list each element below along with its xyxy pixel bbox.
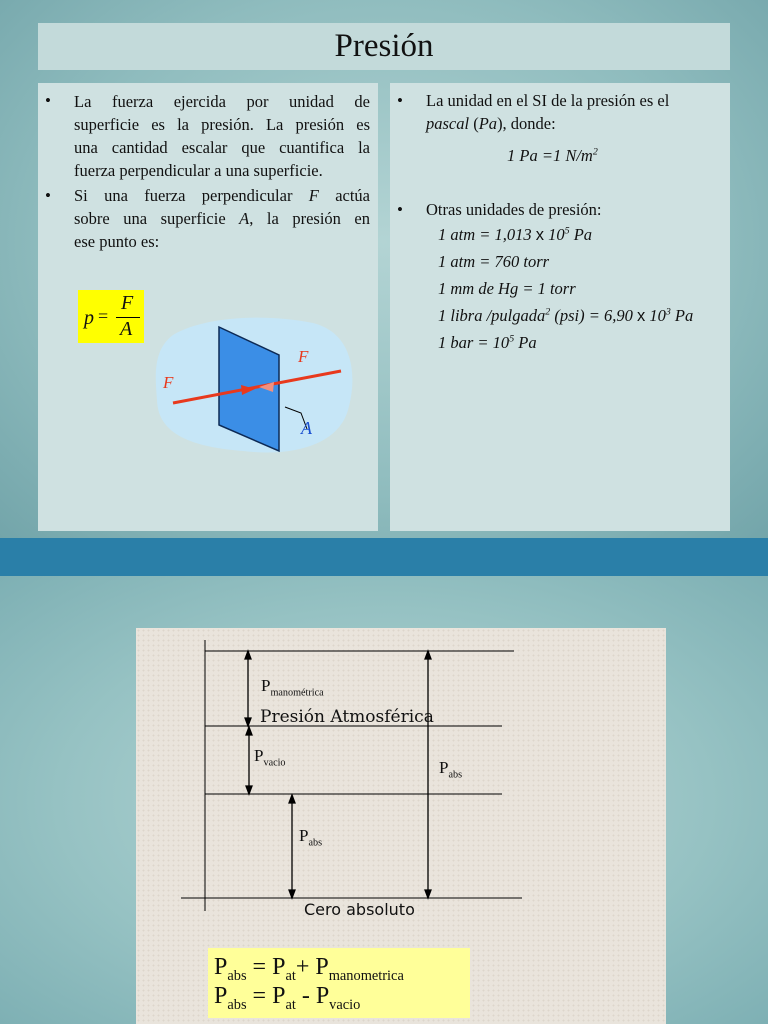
subscript: manometrica [328, 967, 404, 984]
force-surface-figure [143, 315, 363, 455]
subscript: manométrica [270, 687, 324, 699]
variable-a: A [239, 209, 250, 228]
text-fragment: 10 [544, 225, 565, 244]
text-fragment: Pa [478, 114, 498, 133]
text-fragment: P [254, 746, 264, 765]
text-fragment: P [214, 954, 228, 980]
unit-line [438, 225, 592, 245]
text-fragment: actúa [318, 186, 370, 205]
text-fragment: Pa [569, 225, 593, 244]
slide-separator [0, 538, 768, 576]
text-fragment: + P [295, 954, 329, 980]
text-fragment: 1 bar = 10 [438, 333, 510, 352]
superscript: 2 [545, 306, 551, 318]
pressure-equations [208, 948, 470, 1018]
arrow-head [245, 651, 251, 659]
arrow-head [289, 795, 295, 803]
text-fragment: P [299, 826, 309, 845]
text-line [426, 112, 726, 135]
subscript: abs [227, 996, 247, 1013]
equation-vacuum [214, 983, 360, 1014]
text-fragment: ( [469, 114, 479, 133]
subscript: vacio [263, 757, 286, 769]
text-line [74, 184, 370, 207]
text-fragment: x [636, 307, 646, 325]
subscript: at [285, 996, 296, 1013]
unit-line: 1 atm = 760 torr [438, 252, 550, 271]
bullet-icon: • [45, 91, 51, 110]
text-fragment: , la presión en [249, 209, 370, 228]
formula-numerator: F [121, 292, 134, 314]
text-line: superficie es la presión. La presión es [74, 115, 370, 134]
text-fragment: Si una fuerza perpendicular [74, 186, 309, 205]
text-fragment: ), donde: [497, 114, 556, 133]
formula-denominator: A [120, 318, 133, 340]
bullet-icon: • [397, 200, 403, 219]
bullet-si-unit [426, 89, 726, 135]
bullet-icon: • [397, 91, 403, 110]
subscript: at [285, 967, 296, 984]
label-p-abs-small [299, 826, 322, 848]
bullet-icon: • [45, 186, 51, 205]
text-fragment: x [535, 226, 545, 244]
text-line: fuerza perpendicular a una superficie. [74, 161, 323, 180]
arrow-head [246, 786, 252, 794]
subscript: abs [308, 837, 323, 849]
label-presion-atmosferica: Presión Atmosférica [260, 707, 434, 727]
left-panel [38, 83, 378, 531]
arrow-head [425, 651, 431, 659]
text-fragment: 1 libra /pulgada [438, 306, 546, 325]
formula-equals: = [98, 306, 109, 326]
label-cero-absoluto: Cero absoluto [304, 900, 415, 919]
text-fragment: sobre una superficie [74, 209, 240, 228]
variable-f: F [308, 186, 319, 205]
slide-pressure-diagram [0, 576, 768, 1024]
bullet-force [74, 184, 370, 253]
text-line [74, 207, 370, 230]
text-fragment: = P [246, 954, 286, 980]
label-p-abs-large [439, 758, 462, 780]
unit-line [438, 333, 537, 353]
slide-title [38, 23, 730, 70]
text-fragment: pascal [426, 114, 470, 133]
formula-p: p [84, 307, 94, 329]
text-line: La fuerza ejercida por unidad de [74, 92, 370, 111]
label-p-manometrica [261, 676, 324, 698]
subscript: vacio [329, 996, 361, 1013]
text-line: ese punto es: [74, 232, 160, 251]
text-fragment: - P [295, 983, 330, 1009]
superscript: 5 [509, 333, 515, 345]
unit-line [438, 306, 693, 326]
text-fragment: 1 Pa =1 N/m [507, 146, 593, 165]
unit-line: 1 mm de Hg = 1 torr [438, 279, 576, 298]
text-fragment: = P [246, 983, 286, 1009]
superscript: 5 [564, 225, 570, 237]
text-fragment: P [214, 983, 228, 1009]
pressure-formula [78, 290, 144, 343]
bullet-definition [74, 90, 370, 182]
text-fragment: P [439, 758, 449, 777]
equation-manometric [214, 954, 404, 985]
subscript: abs [448, 769, 463, 781]
arrow-head [245, 718, 251, 726]
arrow-head [425, 890, 431, 898]
subscript: abs [227, 967, 247, 984]
text-fragment: P [261, 676, 271, 695]
force-label-right: F [298, 347, 309, 366]
area-label: A [301, 418, 312, 438]
text-fragment: 10 [645, 306, 666, 325]
text-line: La unidad en el SI de la presión es el [426, 91, 670, 110]
text-fragment: Pa [670, 306, 694, 325]
right-panel [390, 83, 730, 531]
text-fragment: (psi) = 6,90 [550, 306, 637, 325]
pascal-definition [507, 146, 598, 166]
arrow-head [246, 727, 252, 735]
title-text: Presión [334, 28, 434, 64]
label-p-vacio [254, 746, 286, 768]
text-fragment: Pa [514, 333, 537, 352]
superscript: 2 [592, 146, 598, 158]
bullet-other-units: Otras unidades de presión: [426, 200, 602, 219]
text-line: una cantidad escalar que cuantifica la [74, 138, 370, 157]
force-label-left: F [163, 373, 174, 392]
text-fragment: 1 atm = 1,013 [438, 225, 536, 244]
superscript: 3 [665, 306, 671, 318]
arrow-head [289, 890, 295, 898]
